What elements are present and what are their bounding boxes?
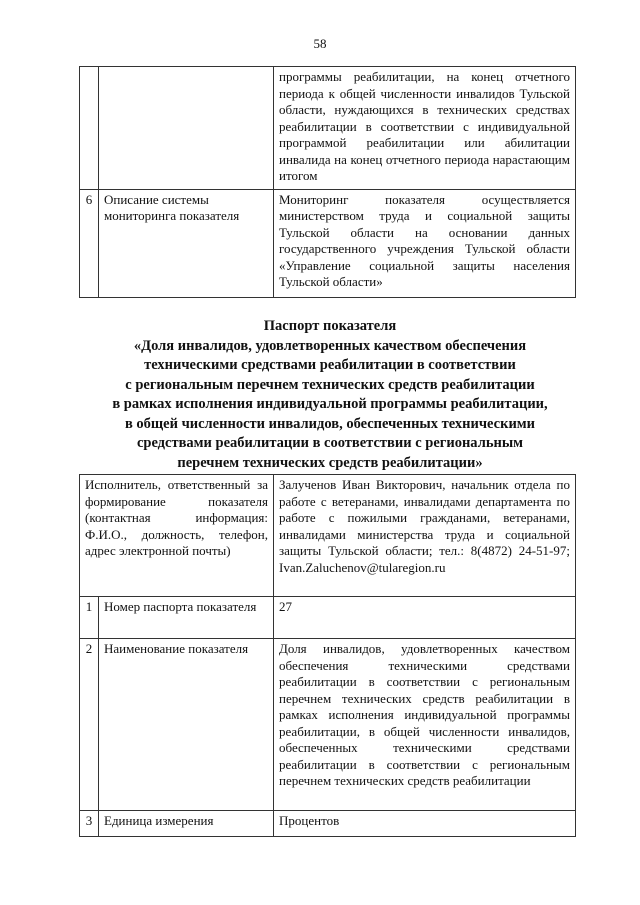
passport-title-line: перечнем технических средств реабилитации» (177, 454, 483, 471)
table-row (80, 67, 576, 190)
passport-title-line: с региональным перечнем технических средств реабилитации (125, 376, 535, 393)
passport-title-line: «Доля инвалидов, удовлетворенных качеством обеспечения (133, 337, 527, 354)
passport-title-line: в общей численности инвалидов, обеспеченных техническими (124, 415, 536, 432)
passport-table (79, 474, 576, 837)
executor-label: Исполнитель, ответственный за формирование показателя (контактная информация: Ф.И.О., должность, телефон, адрес электронной почты) (80, 475, 274, 597)
row-number: 6 (80, 189, 99, 297)
row-label: Единица измерения (99, 811, 274, 837)
row-label: Описание системы мониторинга показателя (99, 189, 274, 297)
row-label: Номер паспорта показателя (99, 597, 274, 639)
row-value: Мониторинг показателя осуществляется министерством труда и социальной защиты Тульской области на основании данных государственного учреждения Тульской области «Управление социальной защиты населения Тульской области» (274, 189, 576, 297)
top-table (79, 66, 576, 298)
table-row (80, 597, 576, 639)
row-number: 2 (80, 639, 99, 811)
row-value: программы реабилитации, на конец отчетного периода к общей численности инвалидов Тульской области, нуждающихся в технических средствах реабилитации в соответствии с индивидуальной программой реабилитации или абилитации инвалида на конец отчетного периода нарастающим итогом (274, 67, 576, 190)
table-row (80, 811, 576, 837)
page-number: 58 (313, 36, 327, 51)
passport-heading (80, 317, 580, 473)
row-number: 1 (80, 597, 99, 639)
row-value: 27 (274, 597, 576, 639)
row-value: Процентов (274, 811, 576, 837)
row-number: 3 (80, 811, 99, 837)
row-label (99, 67, 274, 190)
passport-title-line: в рамках исполнения индивидуальной программы реабилитации, (112, 396, 548, 412)
row-number (80, 67, 99, 190)
row-value: Доля инвалидов, удовлетворенных качеством обеспечения техническими средствами реабилитации в соответствии с региональным перечнем технических средств реабилитации в рамках исполнения индивидуальной программы реабилитации, в общей численности инвалидов, обеспеченных техническими средствами реабилитации в соответствии с региональным перечнем технических средств реабилитации (274, 639, 576, 811)
table-row (80, 639, 576, 811)
passport-title-line: техническими средствами реабилитации в соответствии (144, 357, 516, 373)
table-row (80, 475, 576, 597)
executor-value: Залученов Иван Викторович, начальник отдела по работе с ветеранами, инвалидами департамента по работе с пожилыми гражданами, ветеранами, инвалидами министерства труда и социальной защиты Тульской области; тел.: 8(4872) 24-51-97; Ivan.Zaluchenov@tularegion.ru (274, 475, 576, 597)
passport-heading-line: Паспорт показателя (263, 318, 397, 334)
passport-title-line: средствами реабилитации в соответствии с региональным (136, 435, 524, 451)
row-label: Наименование показателя (99, 639, 274, 811)
table-row (80, 189, 576, 297)
